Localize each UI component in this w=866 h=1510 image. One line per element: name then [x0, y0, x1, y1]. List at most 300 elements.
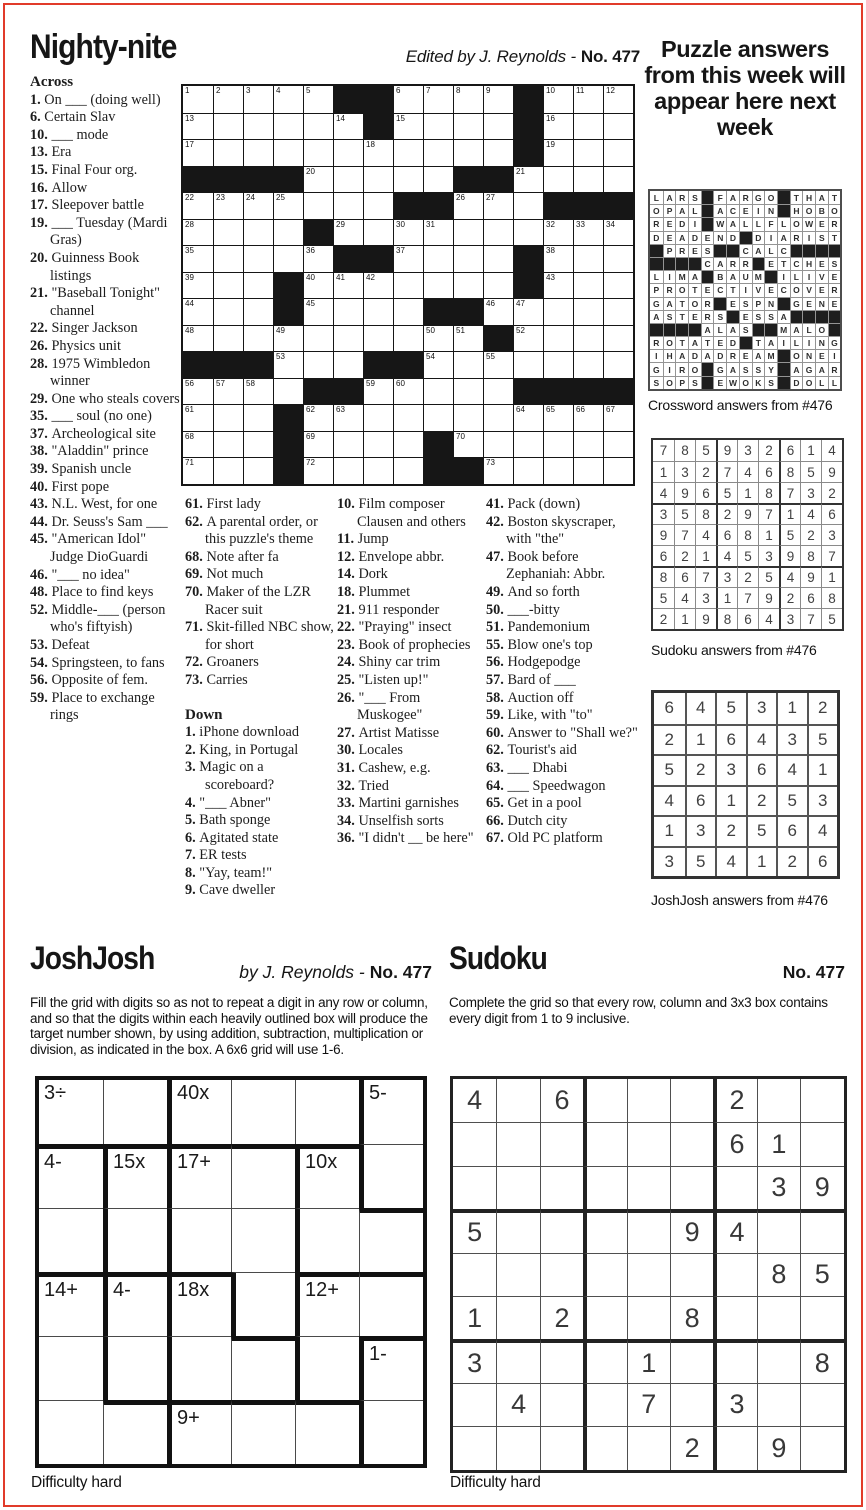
crossword-cell[interactable] [333, 325, 363, 352]
crossword-cell[interactable] [333, 351, 363, 378]
crossword-cell[interactable] [543, 166, 573, 193]
crossword-cell[interactable] [273, 325, 303, 352]
crossword-cell[interactable] [333, 139, 363, 166]
crossword-cell[interactable] [453, 431, 483, 458]
sudoku-empty-cell[interactable] [627, 1122, 670, 1165]
crossword-cell[interactable] [303, 298, 333, 325]
crossword-cell[interactable] [573, 351, 603, 378]
sudoku-empty-cell[interactable] [583, 1383, 626, 1426]
crossword-cell[interactable] [423, 113, 453, 140]
crossword-cell[interactable] [543, 404, 573, 431]
crossword-cell[interactable] [363, 431, 393, 458]
crossword-cell[interactable] [243, 404, 273, 431]
sudoku-empty-cell[interactable] [800, 1079, 843, 1122]
joshjosh-cell[interactable] [359, 1400, 423, 1464]
sudoku-empty-cell[interactable] [540, 1253, 583, 1296]
sudoku-empty-cell[interactable] [496, 1122, 539, 1165]
joshjosh-cell[interactable] [231, 1208, 295, 1272]
crossword-cell[interactable] [183, 245, 213, 272]
sudoku-empty-cell[interactable] [583, 1209, 626, 1252]
sudoku-empty-cell[interactable] [627, 1079, 670, 1122]
crossword-cell[interactable] [213, 298, 243, 325]
sudoku-empty-cell[interactable] [670, 1166, 713, 1209]
crossword-cell[interactable] [543, 457, 573, 484]
crossword-cell[interactable] [213, 86, 243, 113]
sudoku-empty-cell[interactable] [496, 1426, 539, 1469]
crossword-cell[interactable] [483, 404, 513, 431]
sudoku-empty-cell[interactable] [757, 1383, 800, 1426]
sudoku-empty-cell[interactable] [627, 1296, 670, 1339]
joshjosh-cell[interactable] [295, 1080, 359, 1144]
crossword-cell[interactable] [543, 298, 573, 325]
joshjosh-cell[interactable] [359, 1144, 423, 1208]
sudoku-empty-cell[interactable] [540, 1166, 583, 1209]
crossword-cell[interactable] [573, 219, 603, 246]
sudoku-empty-cell[interactable] [583, 1339, 626, 1382]
joshjosh-cell[interactable] [231, 1336, 295, 1400]
crossword-cell[interactable] [573, 86, 603, 113]
crossword-cell[interactable] [513, 298, 543, 325]
joshjosh-cell[interactable] [359, 1208, 423, 1272]
sudoku-empty-cell[interactable] [453, 1122, 496, 1165]
crossword-cell[interactable] [483, 351, 513, 378]
crossword-cell[interactable] [573, 139, 603, 166]
sudoku-empty-cell[interactable] [496, 1079, 539, 1122]
sudoku-empty-cell[interactable] [453, 1426, 496, 1469]
crossword-cell[interactable] [333, 166, 363, 193]
answer-letter-cell: K [752, 376, 765, 389]
sudoku-empty-cell[interactable] [757, 1209, 800, 1252]
crossword-cell[interactable] [303, 245, 333, 272]
crossword-cell[interactable] [243, 245, 273, 272]
crossword-cell[interactable] [363, 404, 393, 431]
crossword-cell[interactable] [303, 404, 333, 431]
crossword-cell[interactable] [393, 272, 423, 299]
crossword-cell[interactable] [273, 192, 303, 219]
sudoku-answer-cell: 4 [821, 440, 842, 461]
crossword-cell-number: 19 [546, 140, 555, 149]
crossword-cell[interactable] [483, 86, 513, 113]
crossword-cell[interactable] [453, 404, 483, 431]
crossword-cell[interactable] [183, 378, 213, 405]
joshjosh-cell[interactable] [359, 1272, 423, 1336]
crossword-cell[interactable] [483, 378, 513, 405]
crossword-cell[interactable] [363, 325, 393, 352]
joshjosh-cell[interactable] [359, 1336, 423, 1400]
crossword-cell[interactable] [603, 86, 633, 113]
joshjosh-cell[interactable] [167, 1080, 231, 1144]
crossword-cell[interactable] [243, 113, 273, 140]
crossword-cell[interactable] [183, 325, 213, 352]
crossword-cell[interactable] [423, 351, 453, 378]
crossword-cell[interactable] [333, 298, 363, 325]
crossword-cell[interactable] [453, 325, 483, 352]
crossword-cell[interactable] [603, 298, 633, 325]
crossword-cell[interactable] [393, 219, 423, 246]
crossword-cell[interactable] [213, 113, 243, 140]
joshjosh-cell[interactable] [167, 1208, 231, 1272]
joshjosh-cell[interactable] [295, 1208, 359, 1272]
crossword-cell[interactable] [543, 86, 573, 113]
crossword-cell[interactable] [303, 351, 333, 378]
sudoku-empty-cell[interactable] [453, 1166, 496, 1209]
crossword-cell[interactable] [183, 192, 213, 219]
crossword-cell[interactable] [393, 404, 423, 431]
sudoku-empty-cell[interactable] [670, 1122, 713, 1165]
crossword-black-cell [423, 192, 453, 219]
crossword-cell[interactable] [543, 219, 573, 246]
joshjosh-cell[interactable] [359, 1080, 423, 1144]
crossword-cell[interactable] [543, 113, 573, 140]
crossword-cell[interactable] [363, 139, 393, 166]
crossword-cell[interactable] [303, 86, 333, 113]
crossword-cell[interactable] [243, 192, 273, 219]
crossword-cell[interactable] [213, 378, 243, 405]
joshjosh-cell[interactable] [295, 1400, 359, 1464]
crossword-cell[interactable] [183, 219, 213, 246]
crossword-cell[interactable] [423, 325, 453, 352]
joshjosh-cell[interactable] [231, 1080, 295, 1144]
crossword-cell[interactable] [453, 113, 483, 140]
crossword-cell[interactable] [273, 378, 303, 405]
crossword-black-cell [453, 298, 483, 325]
joshjosh-cell[interactable] [39, 1080, 103, 1144]
crossword-cell[interactable] [393, 113, 423, 140]
crossword-cell[interactable] [483, 113, 513, 140]
crossword-cell[interactable] [243, 325, 273, 352]
crossword-cell[interactable] [273, 113, 303, 140]
crossword-cell[interactable] [273, 86, 303, 113]
crossword-cell[interactable] [393, 86, 423, 113]
crossword-cell[interactable] [303, 113, 333, 140]
crossword-cell[interactable] [423, 404, 453, 431]
crossword-cell[interactable] [333, 272, 363, 299]
clue: 25. "Listen up!" [337, 671, 429, 688]
crossword-cell[interactable] [603, 166, 633, 193]
crossword-cell[interactable] [603, 431, 633, 458]
crossword-cell[interactable] [273, 219, 303, 246]
crossword-cell[interactable] [303, 457, 333, 484]
crossword-cell[interactable] [393, 139, 423, 166]
crossword-cell[interactable] [243, 457, 273, 484]
crossword-cell[interactable] [393, 431, 423, 458]
crossword-cell[interactable] [213, 431, 243, 458]
crossword-cell[interactable] [603, 351, 633, 378]
crossword-cell[interactable] [453, 219, 483, 246]
crossword-cell[interactable] [603, 404, 633, 431]
crossword-cell[interactable] [513, 457, 543, 484]
joshjosh-cell[interactable] [103, 1080, 167, 1144]
sudoku-empty-cell[interactable] [627, 1253, 670, 1296]
crossword-cell[interactable] [603, 457, 633, 484]
joshjosh-cell[interactable] [39, 1208, 103, 1272]
sudoku-answer-cell: 8 [821, 587, 842, 608]
crossword-cell[interactable] [243, 219, 273, 246]
crossword-cell[interactable] [603, 272, 633, 299]
sudoku-empty-cell[interactable] [713, 1166, 756, 1209]
crossword-cell[interactable] [483, 298, 513, 325]
crossword-cell[interactable] [273, 351, 303, 378]
clue: 7. ER tests [185, 847, 247, 864]
crossword-cell[interactable] [543, 272, 573, 299]
crossword-cell[interactable] [393, 457, 423, 484]
sudoku-empty-cell[interactable] [627, 1166, 670, 1209]
crossword-cell[interactable] [453, 245, 483, 272]
sudoku-empty-cell[interactable] [583, 1079, 626, 1122]
crossword-cell[interactable] [423, 86, 453, 113]
joshjosh-cell[interactable] [39, 1400, 103, 1464]
crossword-cell[interactable] [603, 139, 633, 166]
crossword-cell[interactable] [333, 192, 363, 219]
crossword-cell[interactable] [213, 404, 243, 431]
crossword-cell[interactable] [183, 404, 213, 431]
answer-black-cell [713, 244, 726, 257]
crossword-cell[interactable] [393, 245, 423, 272]
crossword-cell[interactable] [453, 378, 483, 405]
crossword-cell-number: 49 [276, 325, 285, 335]
crossword-cell[interactable] [333, 219, 363, 246]
clue: 55. Blow one's top [486, 636, 593, 653]
answer-letter-cell: A [701, 349, 714, 362]
crossword-cell[interactable] [573, 113, 603, 140]
crossword-cell[interactable] [603, 113, 633, 140]
crossword-cell[interactable] [423, 219, 453, 246]
sudoku-empty-cell[interactable] [670, 1339, 713, 1382]
crossword-cell[interactable] [483, 245, 513, 272]
joshjosh-cell[interactable] [167, 1336, 231, 1400]
sudoku-empty-cell[interactable] [670, 1079, 713, 1122]
crossword-cell[interactable] [423, 139, 453, 166]
crossword-cell[interactable] [543, 245, 573, 272]
crossword-cell[interactable] [393, 166, 423, 193]
crossword-cell[interactable] [543, 139, 573, 166]
joshjosh-cell[interactable] [167, 1400, 231, 1464]
crossword-cell[interactable] [243, 298, 273, 325]
crossword-cell[interactable] [573, 457, 603, 484]
answer-letter-cell: O [663, 336, 676, 349]
crossword-cell[interactable] [513, 192, 543, 219]
crossword-cell[interactable] [183, 139, 213, 166]
crossword-cell[interactable] [453, 86, 483, 113]
crossword-cell[interactable] [483, 457, 513, 484]
crossword-cell[interactable] [513, 219, 543, 246]
sudoku-empty-cell[interactable] [757, 1339, 800, 1382]
joshjosh-cell[interactable] [231, 1144, 295, 1208]
joshjosh-cell[interactable] [103, 1400, 167, 1464]
sudoku-empty-cell[interactable] [757, 1079, 800, 1122]
sudoku-empty-cell[interactable] [496, 1209, 539, 1252]
sudoku-empty-cell[interactable] [453, 1383, 496, 1426]
crossword-cell[interactable] [423, 166, 453, 193]
crossword-cell[interactable] [363, 166, 393, 193]
crossword-cell[interactable] [183, 431, 213, 458]
crossword-cell[interactable] [483, 219, 513, 246]
crossword-cell[interactable] [303, 192, 333, 219]
crossword-cell[interactable] [213, 192, 243, 219]
crossword-cell[interactable] [183, 272, 213, 299]
sudoku-empty-cell[interactable] [583, 1296, 626, 1339]
crossword-cell[interactable] [243, 272, 273, 299]
sudoku-empty-cell[interactable] [540, 1383, 583, 1426]
crossword-cell[interactable] [363, 378, 393, 405]
sudoku-empty-cell[interactable] [496, 1339, 539, 1382]
joshjosh-cell[interactable] [167, 1144, 231, 1208]
sudoku-empty-cell[interactable] [453, 1253, 496, 1296]
sudoku-answer-cell: 1 [716, 587, 737, 608]
clue: 8. "Yay, team!" [185, 864, 273, 881]
joshjosh-cell[interactable] [39, 1144, 103, 1208]
crossword-cell[interactable] [213, 139, 243, 166]
crossword-cell[interactable] [483, 192, 513, 219]
answer-letter-cell: Y [764, 362, 777, 375]
sudoku-empty-cell[interactable] [540, 1426, 583, 1469]
sudoku-given-cell: 2 [540, 1296, 583, 1339]
crossword-cell[interactable] [513, 351, 543, 378]
joshjosh-cell[interactable] [39, 1336, 103, 1400]
crossword-cell[interactable] [213, 325, 243, 352]
crossword-cell[interactable] [423, 245, 453, 272]
crossword-cell[interactable] [273, 245, 303, 272]
crossword-cell[interactable] [543, 431, 573, 458]
sudoku-empty-cell[interactable] [583, 1166, 626, 1209]
crossword-cell[interactable] [183, 113, 213, 140]
sudoku-empty-cell[interactable] [627, 1426, 670, 1469]
crossword-cell[interactable] [453, 139, 483, 166]
sudoku-empty-cell[interactable] [627, 1209, 670, 1252]
joshjosh-cell[interactable] [231, 1272, 295, 1336]
sudoku-empty-cell[interactable] [670, 1253, 713, 1296]
crossword-cell[interactable] [303, 272, 333, 299]
crossword-cell[interactable] [363, 272, 393, 299]
sudoku-answer-cell: 3 [821, 524, 842, 545]
sudoku-empty-cell[interactable] [583, 1122, 626, 1165]
crossword-cell[interactable] [603, 325, 633, 352]
crossword-cell[interactable] [243, 139, 273, 166]
crossword-cell[interactable] [423, 272, 453, 299]
crossword-cell[interactable] [363, 457, 393, 484]
sudoku-empty-cell[interactable] [800, 1122, 843, 1165]
sudoku-empty-cell[interactable] [583, 1426, 626, 1469]
joshjosh-cell[interactable] [295, 1272, 359, 1336]
crossword-cell[interactable] [513, 404, 543, 431]
crossword-cell[interactable] [213, 457, 243, 484]
crossword-cell[interactable] [573, 272, 603, 299]
crossword-cell[interactable] [333, 113, 363, 140]
crossword-cell[interactable] [243, 86, 273, 113]
joshjosh-cell[interactable] [103, 1144, 167, 1208]
joshjosh-cell[interactable] [295, 1144, 359, 1208]
crossword-cell[interactable] [453, 272, 483, 299]
sudoku-empty-cell[interactable] [800, 1209, 843, 1252]
sudoku-empty-cell[interactable] [713, 1296, 756, 1339]
cage-label: 14+ [44, 1279, 78, 1301]
crossword-cell[interactable] [303, 431, 333, 458]
crossword-cell[interactable] [303, 166, 333, 193]
crossword-cell[interactable] [513, 325, 543, 352]
crossword-cell[interactable] [543, 325, 573, 352]
sudoku-answer-cell: 3 [674, 461, 695, 482]
joshjosh-cell[interactable] [103, 1208, 167, 1272]
crossword-cell[interactable] [483, 431, 513, 458]
crossword-cell[interactable] [363, 298, 393, 325]
sudoku-answer-cell: 9 [758, 587, 779, 608]
crossword-cell[interactable] [213, 272, 243, 299]
crossword-cell[interactable] [363, 192, 393, 219]
crossword-cell[interactable] [603, 245, 633, 272]
crossword-cell[interactable] [183, 457, 213, 484]
crossword-cell[interactable] [573, 325, 603, 352]
crossword-cell[interactable] [393, 298, 423, 325]
crossword-cell[interactable] [513, 431, 543, 458]
crossword-cell[interactable] [213, 245, 243, 272]
sudoku-empty-cell[interactable] [713, 1253, 756, 1296]
joshjosh-cell[interactable] [103, 1336, 167, 1400]
crossword-cell[interactable] [543, 351, 573, 378]
sudoku-empty-cell[interactable] [583, 1253, 626, 1296]
crossword-cell[interactable] [483, 272, 513, 299]
crossword-cell[interactable] [363, 219, 393, 246]
sudoku-empty-cell[interactable] [670, 1383, 713, 1426]
answer-letter-cell: C [777, 283, 790, 296]
joshjosh-cell[interactable] [103, 1272, 167, 1336]
crossword-cell[interactable] [213, 219, 243, 246]
crossword-cell[interactable] [303, 139, 333, 166]
crossword-cell[interactable] [483, 139, 513, 166]
sudoku-empty-cell[interactable] [496, 1253, 539, 1296]
crossword-cell[interactable] [573, 245, 603, 272]
crossword-cell[interactable] [273, 139, 303, 166]
crossword-cell[interactable] [333, 457, 363, 484]
crossword-cell[interactable] [423, 378, 453, 405]
crossword-cell[interactable] [513, 166, 543, 193]
crossword-cell[interactable] [603, 219, 633, 246]
joshjosh-cell[interactable] [167, 1272, 231, 1336]
sudoku-empty-cell[interactable] [496, 1296, 539, 1339]
sudoku-empty-cell[interactable] [540, 1122, 583, 1165]
sudoku-empty-cell[interactable] [757, 1296, 800, 1339]
crossword-cell[interactable] [573, 166, 603, 193]
crossword-cell[interactable] [393, 325, 423, 352]
joshjosh-cell[interactable] [231, 1400, 295, 1464]
clue: 39. Spanish uncle [30, 461, 132, 478]
crossword-cell-number: 9 [486, 86, 491, 95]
sudoku-empty-cell[interactable] [800, 1426, 843, 1469]
sudoku-empty-cell[interactable] [540, 1209, 583, 1252]
crossword-cell[interactable] [573, 404, 603, 431]
crossword-cell[interactable] [393, 378, 423, 405]
sudoku-empty-cell[interactable] [713, 1339, 756, 1382]
crossword-cell[interactable] [243, 378, 273, 405]
sudoku-empty-cell[interactable] [800, 1383, 843, 1426]
crossword-cell[interactable] [243, 431, 273, 458]
sudoku-empty-cell[interactable] [496, 1166, 539, 1209]
crossword-cell[interactable] [303, 325, 333, 352]
joshjosh-cell[interactable] [39, 1272, 103, 1336]
sudoku-empty-cell[interactable] [540, 1339, 583, 1382]
crossword-cell[interactable] [333, 431, 363, 458]
crossword-cell[interactable] [573, 298, 603, 325]
sudoku-empty-cell[interactable] [713, 1426, 756, 1469]
crossword-cell[interactable] [453, 192, 483, 219]
crossword-cell[interactable] [573, 431, 603, 458]
joshjosh-cell[interactable] [295, 1336, 359, 1400]
crossword-cell[interactable] [333, 404, 363, 431]
crossword-cell[interactable] [453, 351, 483, 378]
crossword-cell[interactable] [183, 298, 213, 325]
crossword-cell[interactable] [183, 86, 213, 113]
sudoku-empty-cell[interactable] [800, 1296, 843, 1339]
crossword-black-cell [363, 245, 393, 272]
